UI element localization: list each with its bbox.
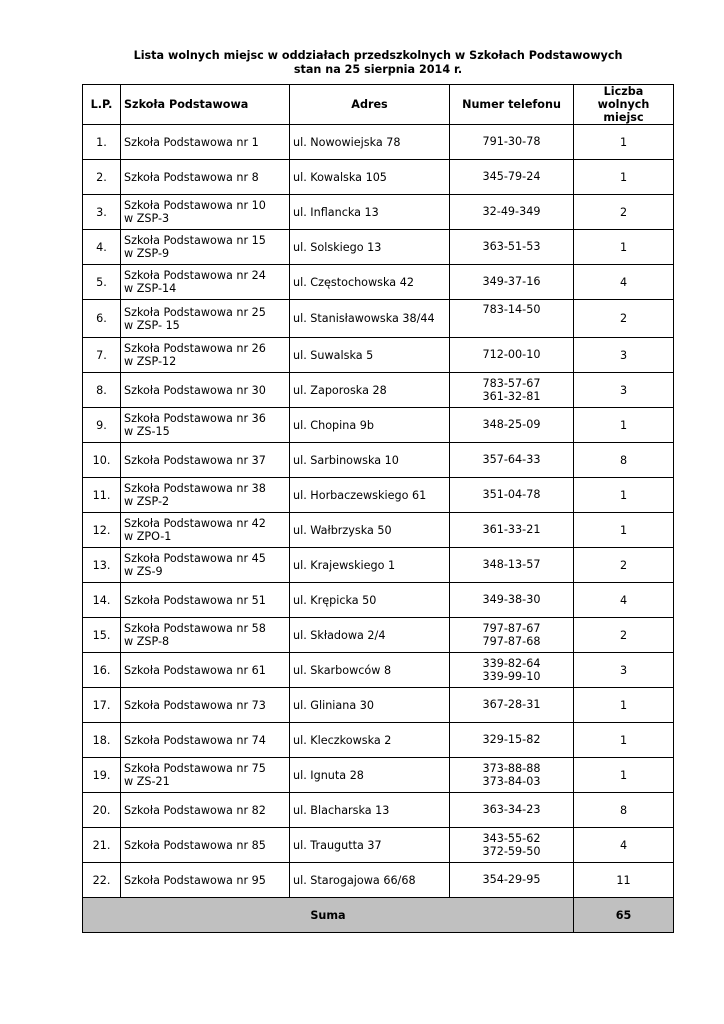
phone-number: 343-55-62 — [482, 831, 541, 845]
cell-school: Szkoła Podstawowa nr 37 — [121, 443, 290, 478]
cell-phone — [450, 583, 574, 618]
header-row — [83, 85, 674, 125]
phone-number: 373-84-03 — [482, 775, 541, 788]
sum-label: Suma — [83, 898, 574, 933]
cell-lp: 3. — [83, 195, 121, 230]
cell-address: ul. Horbaczewskiego 61 — [290, 478, 450, 513]
cell-lp: 16. — [83, 653, 121, 688]
phone-number: 373-88-88 — [482, 761, 541, 775]
cell-address: ul. Krępicka 50 — [290, 583, 450, 618]
cell-lp: 22. — [83, 863, 121, 898]
cell-phone — [450, 230, 574, 265]
cell-places: 1 — [574, 230, 674, 265]
cell-school: Szkoła Podstawowa nr 95 — [121, 863, 290, 898]
header-phone: Numer telefonu — [450, 85, 574, 125]
cell-address: ul. Traugutta 37 — [290, 828, 450, 863]
table-row — [83, 125, 674, 160]
phone-number: 367-28-31 — [482, 698, 541, 712]
cell-address: ul. Gliniana 30 — [290, 688, 450, 723]
cell-address: ul. Wałbrzyska 50 — [290, 513, 450, 548]
table-row — [83, 300, 674, 338]
document-title — [0, 49, 724, 77]
table-row — [83, 373, 674, 408]
cell-places: 1 — [574, 478, 674, 513]
cell-school: Szkoła Podstawowa nr 30 — [121, 373, 290, 408]
cell-places: 1 — [574, 513, 674, 548]
cell-places: 2 — [574, 548, 674, 583]
cell-places: 3 — [574, 373, 674, 408]
phone-number: 783-14-50 — [482, 303, 541, 316]
table-row — [83, 195, 674, 230]
cell-school: Szkoła Podstawowa nr 82 — [121, 793, 290, 828]
cell-phone — [450, 160, 574, 195]
cell-places: 1 — [574, 125, 674, 160]
cell-phone — [450, 338, 574, 373]
cell-phone — [450, 513, 574, 548]
cell-school: Szkoła Podstawowa nr 73 — [121, 688, 290, 723]
cell-lp: 8. — [83, 373, 121, 408]
table-row — [83, 338, 674, 373]
cell-school: Szkoła Podstawowa nr 26 w ZSP-12 — [121, 338, 290, 373]
phone-number: 372-59-50 — [482, 845, 541, 858]
cell-places: 4 — [574, 828, 674, 863]
cell-places: 1 — [574, 408, 674, 443]
cell-places: 3 — [574, 653, 674, 688]
cell-school: Szkoła Podstawowa nr 61 — [121, 653, 290, 688]
cell-phone — [450, 688, 574, 723]
cell-address: ul. Chopina 9b — [290, 408, 450, 443]
cell-phone — [450, 758, 574, 793]
cell-places: 8 — [574, 793, 674, 828]
cell-address: ul. Solskiego 13 — [290, 230, 450, 265]
cell-address: ul. Kowalska 105 — [290, 160, 450, 195]
cell-lp: 14. — [83, 583, 121, 618]
table-row — [83, 758, 674, 793]
cell-phone — [450, 863, 574, 898]
header-lp: L.P. — [83, 85, 121, 125]
table-row — [83, 548, 674, 583]
cell-school: Szkoła Podstawowa nr 42 w ZPO-1 — [121, 513, 290, 548]
table-row — [83, 230, 674, 265]
cell-address: ul. Suwalska 5 — [290, 338, 450, 373]
cell-places: 2 — [574, 195, 674, 230]
cell-school: Szkoła Podstawowa nr 75 w ZS-21 — [121, 758, 290, 793]
cell-places: 2 — [574, 300, 674, 338]
cell-lp: 12. — [83, 513, 121, 548]
cell-lp: 11. — [83, 478, 121, 513]
cell-school: Szkoła Podstawowa nr 58 w ZSP-8 — [121, 618, 290, 653]
cell-lp: 7. — [83, 338, 121, 373]
cell-places: 2 — [574, 618, 674, 653]
phone-number: 797-87-67 — [482, 621, 541, 635]
cell-lp: 15. — [83, 618, 121, 653]
table-row — [83, 583, 674, 618]
cell-school: Szkoła Podstawowa nr 45 w ZS-9 — [121, 548, 290, 583]
cell-school: Szkoła Podstawowa nr 85 — [121, 828, 290, 863]
cell-address: ul. Częstochowska 42 — [290, 265, 450, 300]
title-line-1: Lista wolnych miejsc w oddziałach przedszkolnych w Szkołach Podstawowych — [133, 49, 623, 62]
cell-lp: 9. — [83, 408, 121, 443]
cell-lp: 4. — [83, 230, 121, 265]
cell-phone — [450, 195, 574, 230]
cell-phone — [450, 828, 574, 863]
cell-phone — [450, 373, 574, 408]
table-row — [83, 863, 674, 898]
cell-places: 1 — [574, 723, 674, 758]
phone-number: 349-38-30 — [482, 593, 541, 607]
cell-phone — [450, 618, 574, 653]
cell-phone — [450, 793, 574, 828]
cell-address: ul. Nowowiejska 78 — [290, 125, 450, 160]
cell-school: Szkoła Podstawowa nr 24 w ZSP-14 — [121, 265, 290, 300]
cell-address: ul. Zaporoska 28 — [290, 373, 450, 408]
cell-address: ul. Kleczkowska 2 — [290, 723, 450, 758]
header-address: Adres — [290, 85, 450, 125]
phone-number: 363-34-23 — [482, 803, 541, 817]
cell-address: ul. Krajewskiego 1 — [290, 548, 450, 583]
cell-phone — [450, 653, 574, 688]
phone-number: 348-13-57 — [482, 558, 541, 572]
cell-places: 4 — [574, 583, 674, 618]
cell-places: 11 — [574, 863, 674, 898]
title-line-2: stan na 25 sierpnia 2014 r. — [293, 63, 463, 76]
cell-lp: 1. — [83, 125, 121, 160]
phone-number: 357-64-33 — [482, 453, 541, 467]
table-row — [83, 443, 674, 478]
table-row — [83, 723, 674, 758]
cell-places: 1 — [574, 160, 674, 195]
phone-number: 363-51-53 — [482, 240, 541, 254]
phone-number: 351-04-78 — [482, 488, 541, 502]
cell-address: ul. Ignuta 28 — [290, 758, 450, 793]
phone-number: 361-33-21 — [482, 523, 541, 537]
phone-number: 712-00-10 — [482, 348, 541, 362]
phone-number: 348-25-09 — [482, 418, 541, 432]
phone-number: 329-15-82 — [482, 733, 541, 747]
table-row — [83, 793, 674, 828]
cell-school: Szkoła Podstawowa nr 15 w ZSP-9 — [121, 230, 290, 265]
cell-address: ul. Blacharska 13 — [290, 793, 450, 828]
phone-number: 783-57-67 — [482, 376, 541, 390]
cell-places: 4 — [574, 265, 674, 300]
free-places-table — [82, 84, 674, 933]
cell-lp: 17. — [83, 688, 121, 723]
cell-phone — [450, 265, 574, 300]
cell-phone — [450, 408, 574, 443]
phone-number: 339-82-64 — [482, 656, 541, 670]
phone-number: 32-49-349 — [482, 205, 541, 219]
phone-number: 339-99-10 — [482, 670, 541, 683]
table-row — [83, 653, 674, 688]
cell-lp: 18. — [83, 723, 121, 758]
table-row — [83, 618, 674, 653]
cell-lp: 13. — [83, 548, 121, 583]
phone-number: 791-30-78 — [482, 135, 541, 149]
cell-address: ul. Stanisławowska 38/44 — [290, 300, 450, 338]
header-places: Liczba wolnych miejsc — [574, 85, 674, 125]
cell-phone — [450, 443, 574, 478]
cell-address: ul. Skarbowców 8 — [290, 653, 450, 688]
cell-phone — [450, 300, 574, 338]
cell-phone — [450, 723, 574, 758]
cell-lp: 21. — [83, 828, 121, 863]
phone-number: 354-29-95 — [482, 873, 541, 887]
cell-school: Szkoła Podstawowa nr 25 w ZSP- 15 — [121, 300, 290, 338]
cell-places: 3 — [574, 338, 674, 373]
cell-phone — [450, 478, 574, 513]
phone-number: 349-37-16 — [482, 275, 541, 289]
cell-places: 1 — [574, 758, 674, 793]
cell-school: Szkoła Podstawowa nr 8 — [121, 160, 290, 195]
table-row — [83, 688, 674, 723]
table-row — [83, 828, 674, 863]
cell-lp: 10. — [83, 443, 121, 478]
phone-number: 345-79-24 — [482, 170, 541, 184]
cell-lp: 19. — [83, 758, 121, 793]
table-row — [83, 478, 674, 513]
header-school: Szkoła Podstawowa — [121, 85, 290, 125]
cell-lp: 2. — [83, 160, 121, 195]
cell-school: Szkoła Podstawowa nr 51 — [121, 583, 290, 618]
table-row — [83, 160, 674, 195]
cell-school: Szkoła Podstawowa nr 36 w ZS-15 — [121, 408, 290, 443]
cell-school: Szkoła Podstawowa nr 38 w ZSP-2 — [121, 478, 290, 513]
cell-places: 1 — [574, 688, 674, 723]
table-row — [83, 408, 674, 443]
cell-school: Szkoła Podstawowa nr 10 w ZSP-3 — [121, 195, 290, 230]
cell-address: ul. Sarbinowska 10 — [290, 443, 450, 478]
cell-lp: 5. — [83, 265, 121, 300]
cell-phone — [450, 548, 574, 583]
cell-lp: 6. — [83, 300, 121, 338]
cell-address: ul. Inflancka 13 — [290, 195, 450, 230]
cell-lp: 20. — [83, 793, 121, 828]
cell-address: ul. Składowa 2/4 — [290, 618, 450, 653]
table-row — [83, 513, 674, 548]
cell-phone — [450, 125, 574, 160]
cell-address: ul. Starogajowa 66/68 — [290, 863, 450, 898]
cell-school: Szkoła Podstawowa nr 74 — [121, 723, 290, 758]
phone-number: 797-87-68 — [482, 635, 541, 648]
cell-school: Szkoła Podstawowa nr 1 — [121, 125, 290, 160]
cell-places: 8 — [574, 443, 674, 478]
table-row — [83, 265, 674, 300]
sum-row — [83, 898, 674, 933]
sum-value: 65 — [574, 898, 674, 933]
phone-number: 361-32-81 — [482, 390, 541, 403]
